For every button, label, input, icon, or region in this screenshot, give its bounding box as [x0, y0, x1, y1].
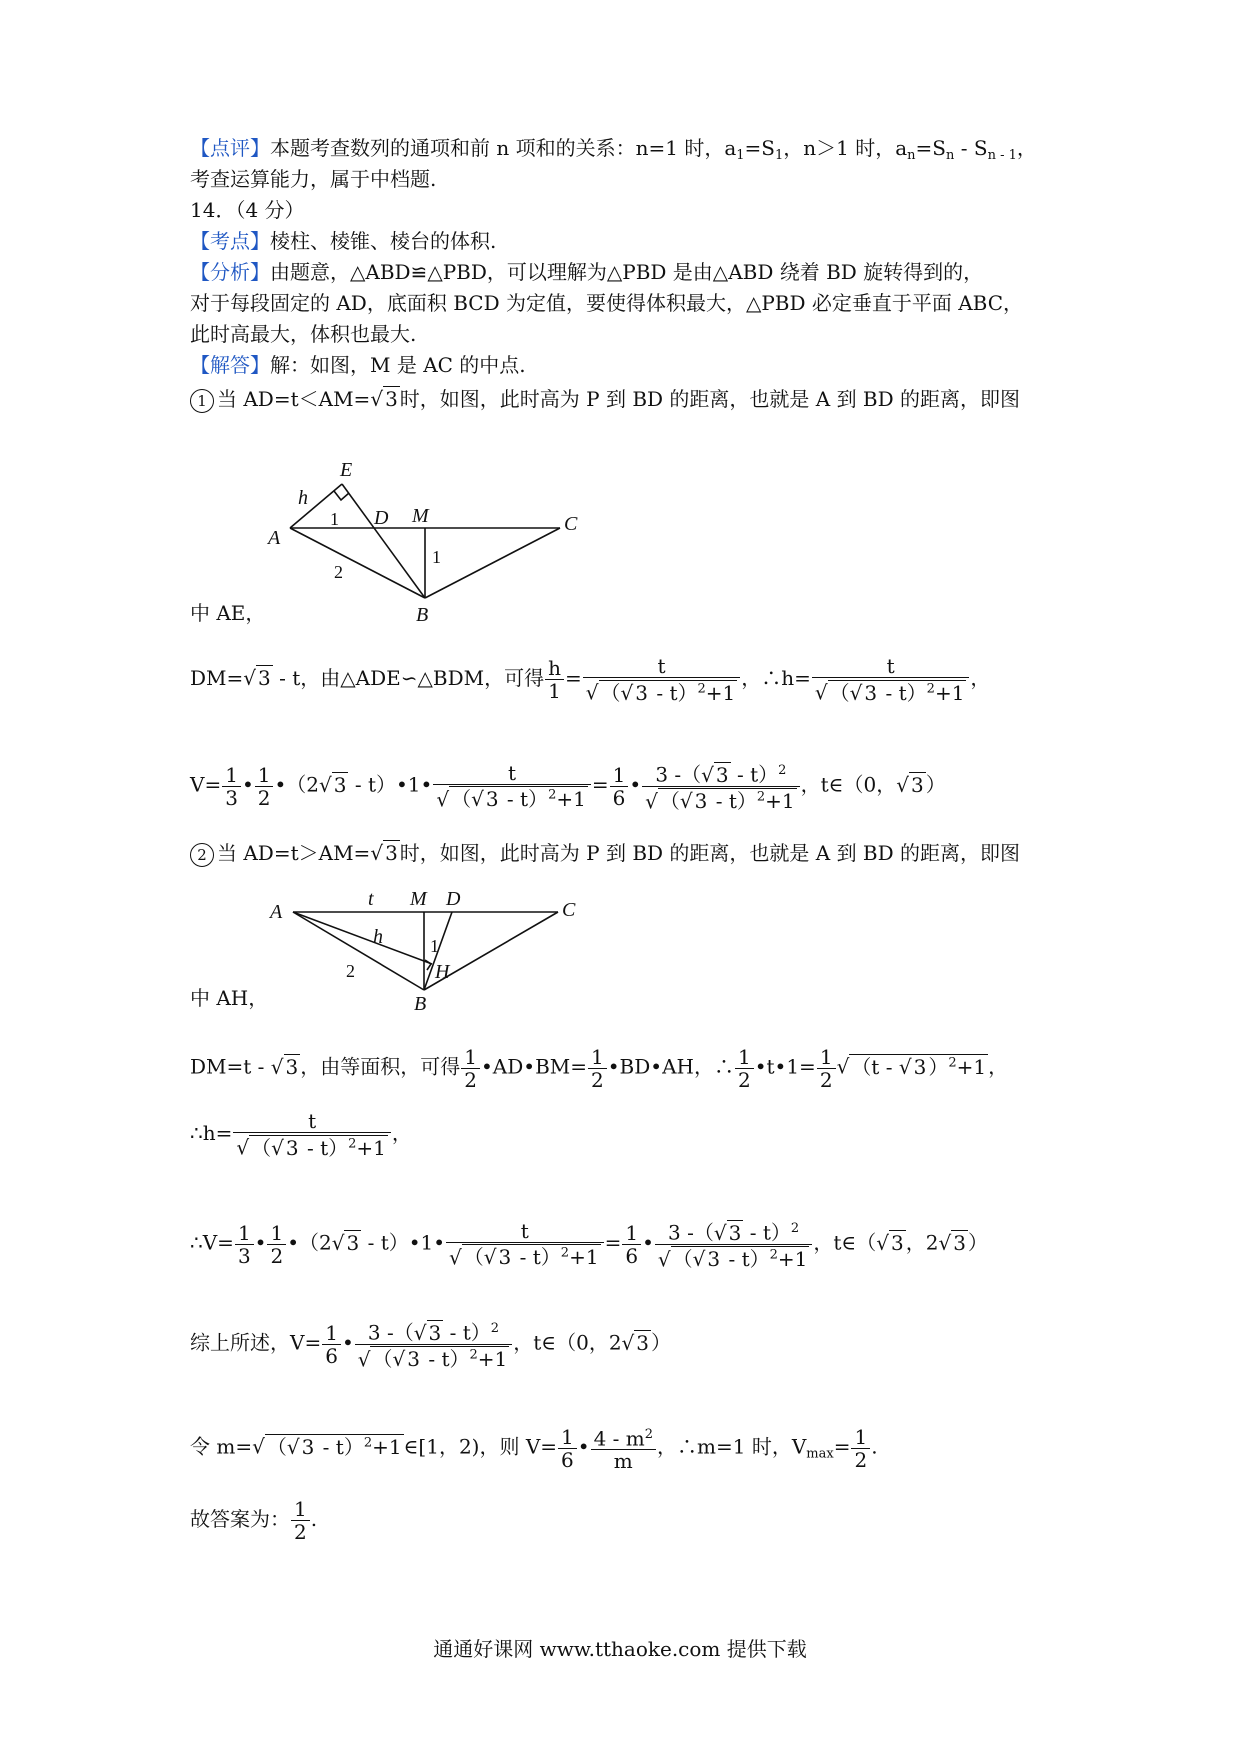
label-h: h: [298, 487, 308, 509]
label-A: A: [270, 901, 283, 923]
figure-2: [260, 880, 590, 1010]
label-t: t: [368, 888, 374, 910]
label-A: A: [268, 527, 281, 549]
jieda-tag: 【解答】: [190, 353, 270, 377]
page-footer: 通通好课网 www.tthaoke.com 提供下载: [433, 1637, 807, 1661]
label-2: 2: [346, 961, 355, 981]
label-C: C: [562, 899, 576, 921]
answer-fraction: $\frac{1}{2}$: [291, 1498, 310, 1543]
equation-6: 综上所述，V= $\frac{1}{6}$ • $\frac{3 -(√ 3 - t)^2}{√ (√ 3 - t)^2+1}$ ，t∈（0，2√ 3 ）: [190, 1320, 672, 1372]
comment-line-2: 考查运算能力，属于中档题.: [190, 167, 437, 191]
label-D: D: [446, 888, 461, 910]
label-M: M: [410, 888, 427, 910]
equation-1: DM=√ 3 - t，由△ADE∽△BDM，可得 $\frac{h}{1}$ = $\frac{t}{√ (√ 3 - t)^2+1}$ ，∴h= $\frac{t}{√ (√ 3 - t)^2+1}$ ，: [190, 654, 991, 705]
comment-line-1: 【点评】本题考查数列的通项和前 n 项和的关系：n=1 时，$a_1=S_1$，n＞1 时，$a_n=S_n - S_{n - 1}$，: [190, 136, 1037, 163]
label-B: B: [414, 993, 427, 1010]
figure-1: [260, 450, 590, 630]
sqrt: √ 3: [370, 841, 398, 865]
circled-number-1: 1: [190, 389, 214, 413]
label-1-mid: 1: [432, 547, 441, 567]
question-number: 14．（4 分）: [190, 198, 305, 222]
fraction-h-over-1: $\frac{h}{1}$: [545, 657, 564, 702]
kaodian-line: 【考点】棱柱、棱锥、棱台的体积.: [190, 229, 497, 253]
label-1: 1: [430, 936, 439, 956]
case2-line: 2 当 AD=t＞AM=√ 3 时，如图，此时高为 P 到 BD 的距离，也就是 A 到 BD 的距离，即图: [190, 838, 1020, 868]
equation-3: DM=t - √ 3 ，由等面积，可得 $\frac{1}{2}$ •AD•BM= $\frac{1}{2}$ •BD•AH，∴ $\frac{1}{2}$ •t•1= $\frac{1}{2}$ √ （t - √ 3 ）$^2$+1 ，: [190, 1044, 1009, 1092]
kaodian-tag: 【考点】: [190, 229, 270, 253]
comment-tag: 【点评】: [190, 136, 270, 160]
label-M: M: [412, 505, 429, 527]
case1-line: 1 当 AD=t＜AM=√ 3 时，如图，此时高为 P 到 BD 的距离，也就是 A 到 BD 的距离，即图: [190, 384, 1020, 414]
case2-tail: 中 AH，: [190, 986, 269, 1010]
equation-5: ∴V= $\frac{1}{3}$ • $\frac{1}{2}$ •（2√ 3 - t）•1• $\frac{t}{√ (√ 3 - t)^2+1}$ = $\frac{1}{6}$ • $\frac{3 -(√ 3 - t)^2}{√ (√ 3 - t)^2+1}$ ，t∈（√ 3 ，2√ 3 ）: [190, 1218, 988, 1272]
circled-number-2: 2: [190, 843, 214, 867]
fenxi-line-3: 此时高最大，体积也最大.: [190, 322, 417, 346]
fraction-h: $\frac{t}{√ (√ 3 - t)^2+1}$: [812, 655, 970, 704]
fenxi-line-1: 【分析】由题意，△ABD≌△PBD，可以理解为△PBD 是由△ABD 绕着 BD 旋转得到的，: [190, 260, 984, 284]
equation-7: 令 m=√ （√ 3 - t）$^2$+1 ∈[1，2)，则 V= $\frac{1}{6}$ • $\frac{4 - m^2}{m}$ ，∴m=1 时，$V_{max}=$ $\frac{1}{2}$ .: [190, 1424, 878, 1474]
label-D: D: [374, 507, 389, 529]
label-h: h: [373, 926, 383, 948]
sqrt: √ 3: [370, 387, 398, 411]
label-2: 2: [334, 562, 343, 582]
jieda-line: 【解答】解：如图，M 是 AC 的中点.: [190, 353, 526, 377]
equation-2: V= $\frac{1}{3}$ • $\frac{1}{2}$ •（2√ 3 - t）•1• $\frac{t}{√ (√ 3 - t)^2+1}$ = $\frac{1}{6}$ • $\frac{3 -(√ 3 - t)^2}{√ (√ 3 - t)^2+1}$ ，t∈（0，√ 3 ）: [190, 760, 946, 814]
label-H: H: [435, 961, 450, 983]
answer-line: 故答案为： $\frac{1}{2}$ .: [190, 1497, 318, 1544]
fenxi-tag: 【分析】: [190, 260, 270, 284]
fenxi-line-2: 对于每段固定的 AD，底面积 BCD 为定值，要使得体积最大，△PBD 必定垂直于平面 ABC，: [190, 291, 1024, 315]
equation-4: ∴h= $\frac{t}{√ (√ 3 - t)^2+1}$ ，: [190, 1109, 412, 1160]
label-B: B: [416, 604, 429, 626]
label-E: E: [340, 459, 353, 481]
label-1-top: 1: [330, 509, 339, 529]
case1-tail: 中 AE，: [190, 601, 266, 625]
label-C: C: [564, 513, 578, 535]
fraction-t-over-root: $\frac{t}{√ (√ 3 - t)^2+1}$: [583, 655, 741, 704]
